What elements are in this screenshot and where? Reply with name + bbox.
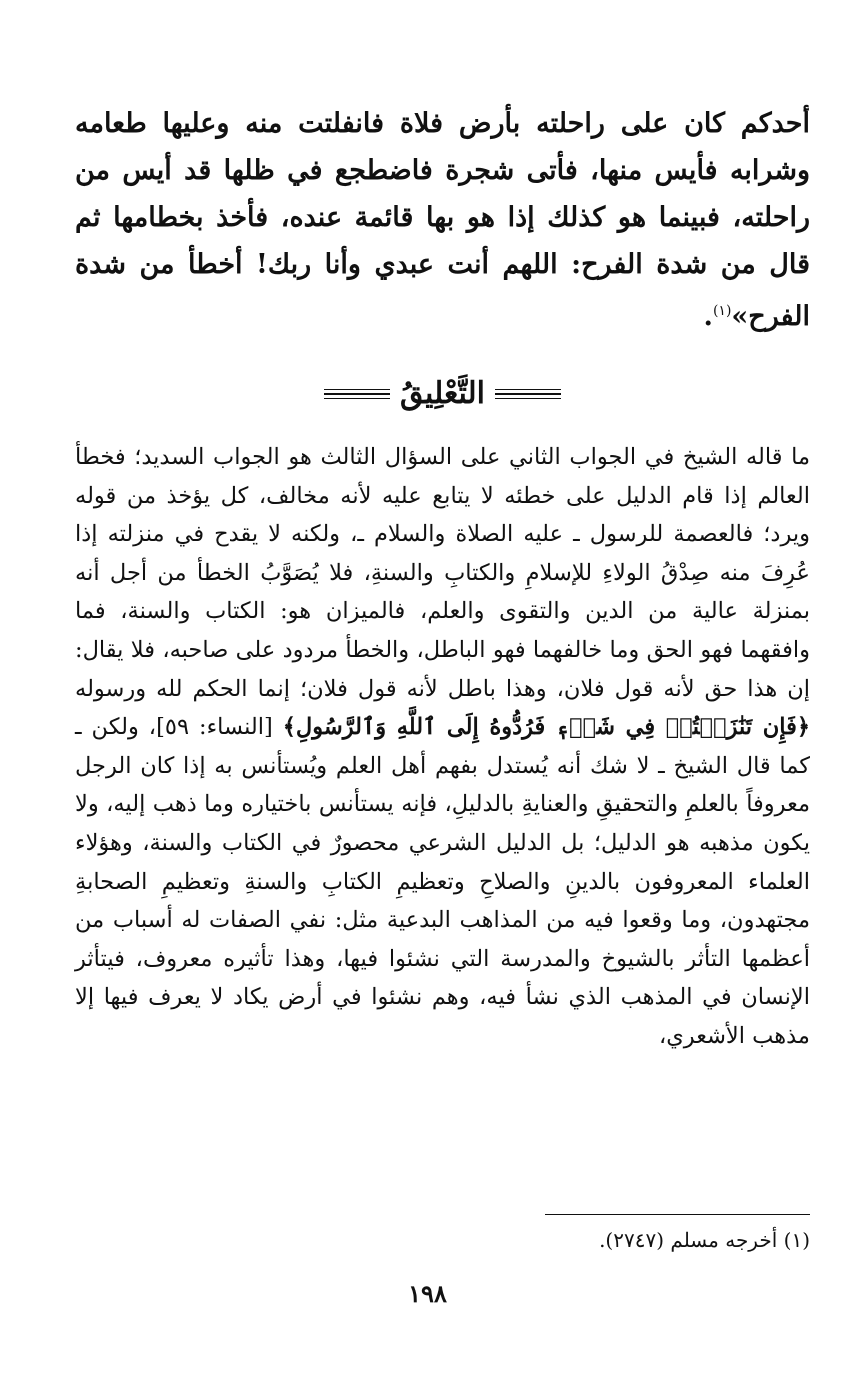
hadith-end: . <box>703 301 713 332</box>
footnote-divider <box>545 1214 810 1215</box>
quran-reference: [النساء: ٥٩] <box>156 714 273 741</box>
heading-ornament-left <box>324 389 390 399</box>
footnote: (١) أخرجه مسلم (٢٧٤٧). <box>599 1228 810 1252</box>
section-heading <box>75 364 810 424</box>
hadith-paragraph <box>75 100 810 340</box>
page-body <box>75 100 810 1056</box>
quran-verse: ﴿فَإِن تَنَٰزَعۡتُمۡ فِي شَيۡءٖ فَرُدُّوهُ إِلَى ٱللَّهِ وَٱلرَّسُولِ﴾ <box>282 714 811 741</box>
section-title: التَّعْلِيقُ <box>400 376 486 411</box>
heading-ornament-right <box>495 389 561 399</box>
footnote-reference[interactable]: (١) <box>712 303 732 319</box>
commentary-part-2: ، ولكن ـ كما قال الشيخ ـ لا شك أنه يُستدل بفهم أهل العلم ويُستأنس به إذا كان الرجل معروفاً بالعلمِ والتحقيقِ والعنايةِ بالدليلِ، فإنه يستأنس باختياره وما ذهب إليه، ولا يكون مذهبه هو الدليل؛ بل الدليل الشرعي محصورٌ في الكتاب والسنة، وهؤلاء العلماء المعروفون بالدينِ والصلاحِ وتعظيمِ الكتابِ والسنةِ وتعظيمِ الصحابةِ مجتهدون، وما وقعوا فيه من المذاهب البدعية مثل: نفي الصفات له أسباب من أعظمها التأثر بالشيوخ والمدرسة التي نشئوا فيها، وهذا تأثيره معروف، فيتأثر الإنسان في المذهب الذي نشأ فيه، وهم نشئوا في أرض يكاد لا يعرف فيها إلا مذهب الأشعري، <box>75 714 810 1049</box>
page-number: ١٩٨ <box>408 1279 447 1308</box>
commentary-part-1: ما قاله الشيخ في الجواب الثاني على السؤال الثالث هو الجواب السديد؛ فخطأ العالم إذا قام الدليل على خطئه لا يتابع عليه لأنه مخالف، كل يؤخذ من قوله ويرد؛ فالعصمة للرسول ـ عليه الصلاة والسلام ـ، ولكنه لا يقدح في منزلته إذا عُرِفَ منه صِدْقُ الولاءِ للإسلامِ والكتابِ والسنةِ، فلا يُصَوَّبُ الخطأ من أجل أنه بمنزلة عالية من الدين والتقوى والعلم، فالميزان هو: الكتاب والسنة، فما وافقهما فهو الحق وما خالفهما فهو الباطل، والخطأ مردود على صاحبه، فلا يقال: إن هذا حق لأنه قول فلان، وهذا باطل لأنه قول فلان؛ إنما الحكم لله ورسوله <box>75 444 810 702</box>
commentary-paragraph <box>75 438 810 1056</box>
hadith-text: أحدكم كان على راحلته بأرض فلاة فانفلتت منه وعليها طعامه وشرابه فأيس منها، فأتى شجرة فاضطجع في ظلها قد أيس من راحلته، فبينما هو كذلك إذا هو بها قائمة عنده، فأخذ بخطامها ثم قال من شدة الفرح: اللهم أنت عبدي وأنا ربك! أخطأ من شدة الفرح» <box>75 108 810 332</box>
